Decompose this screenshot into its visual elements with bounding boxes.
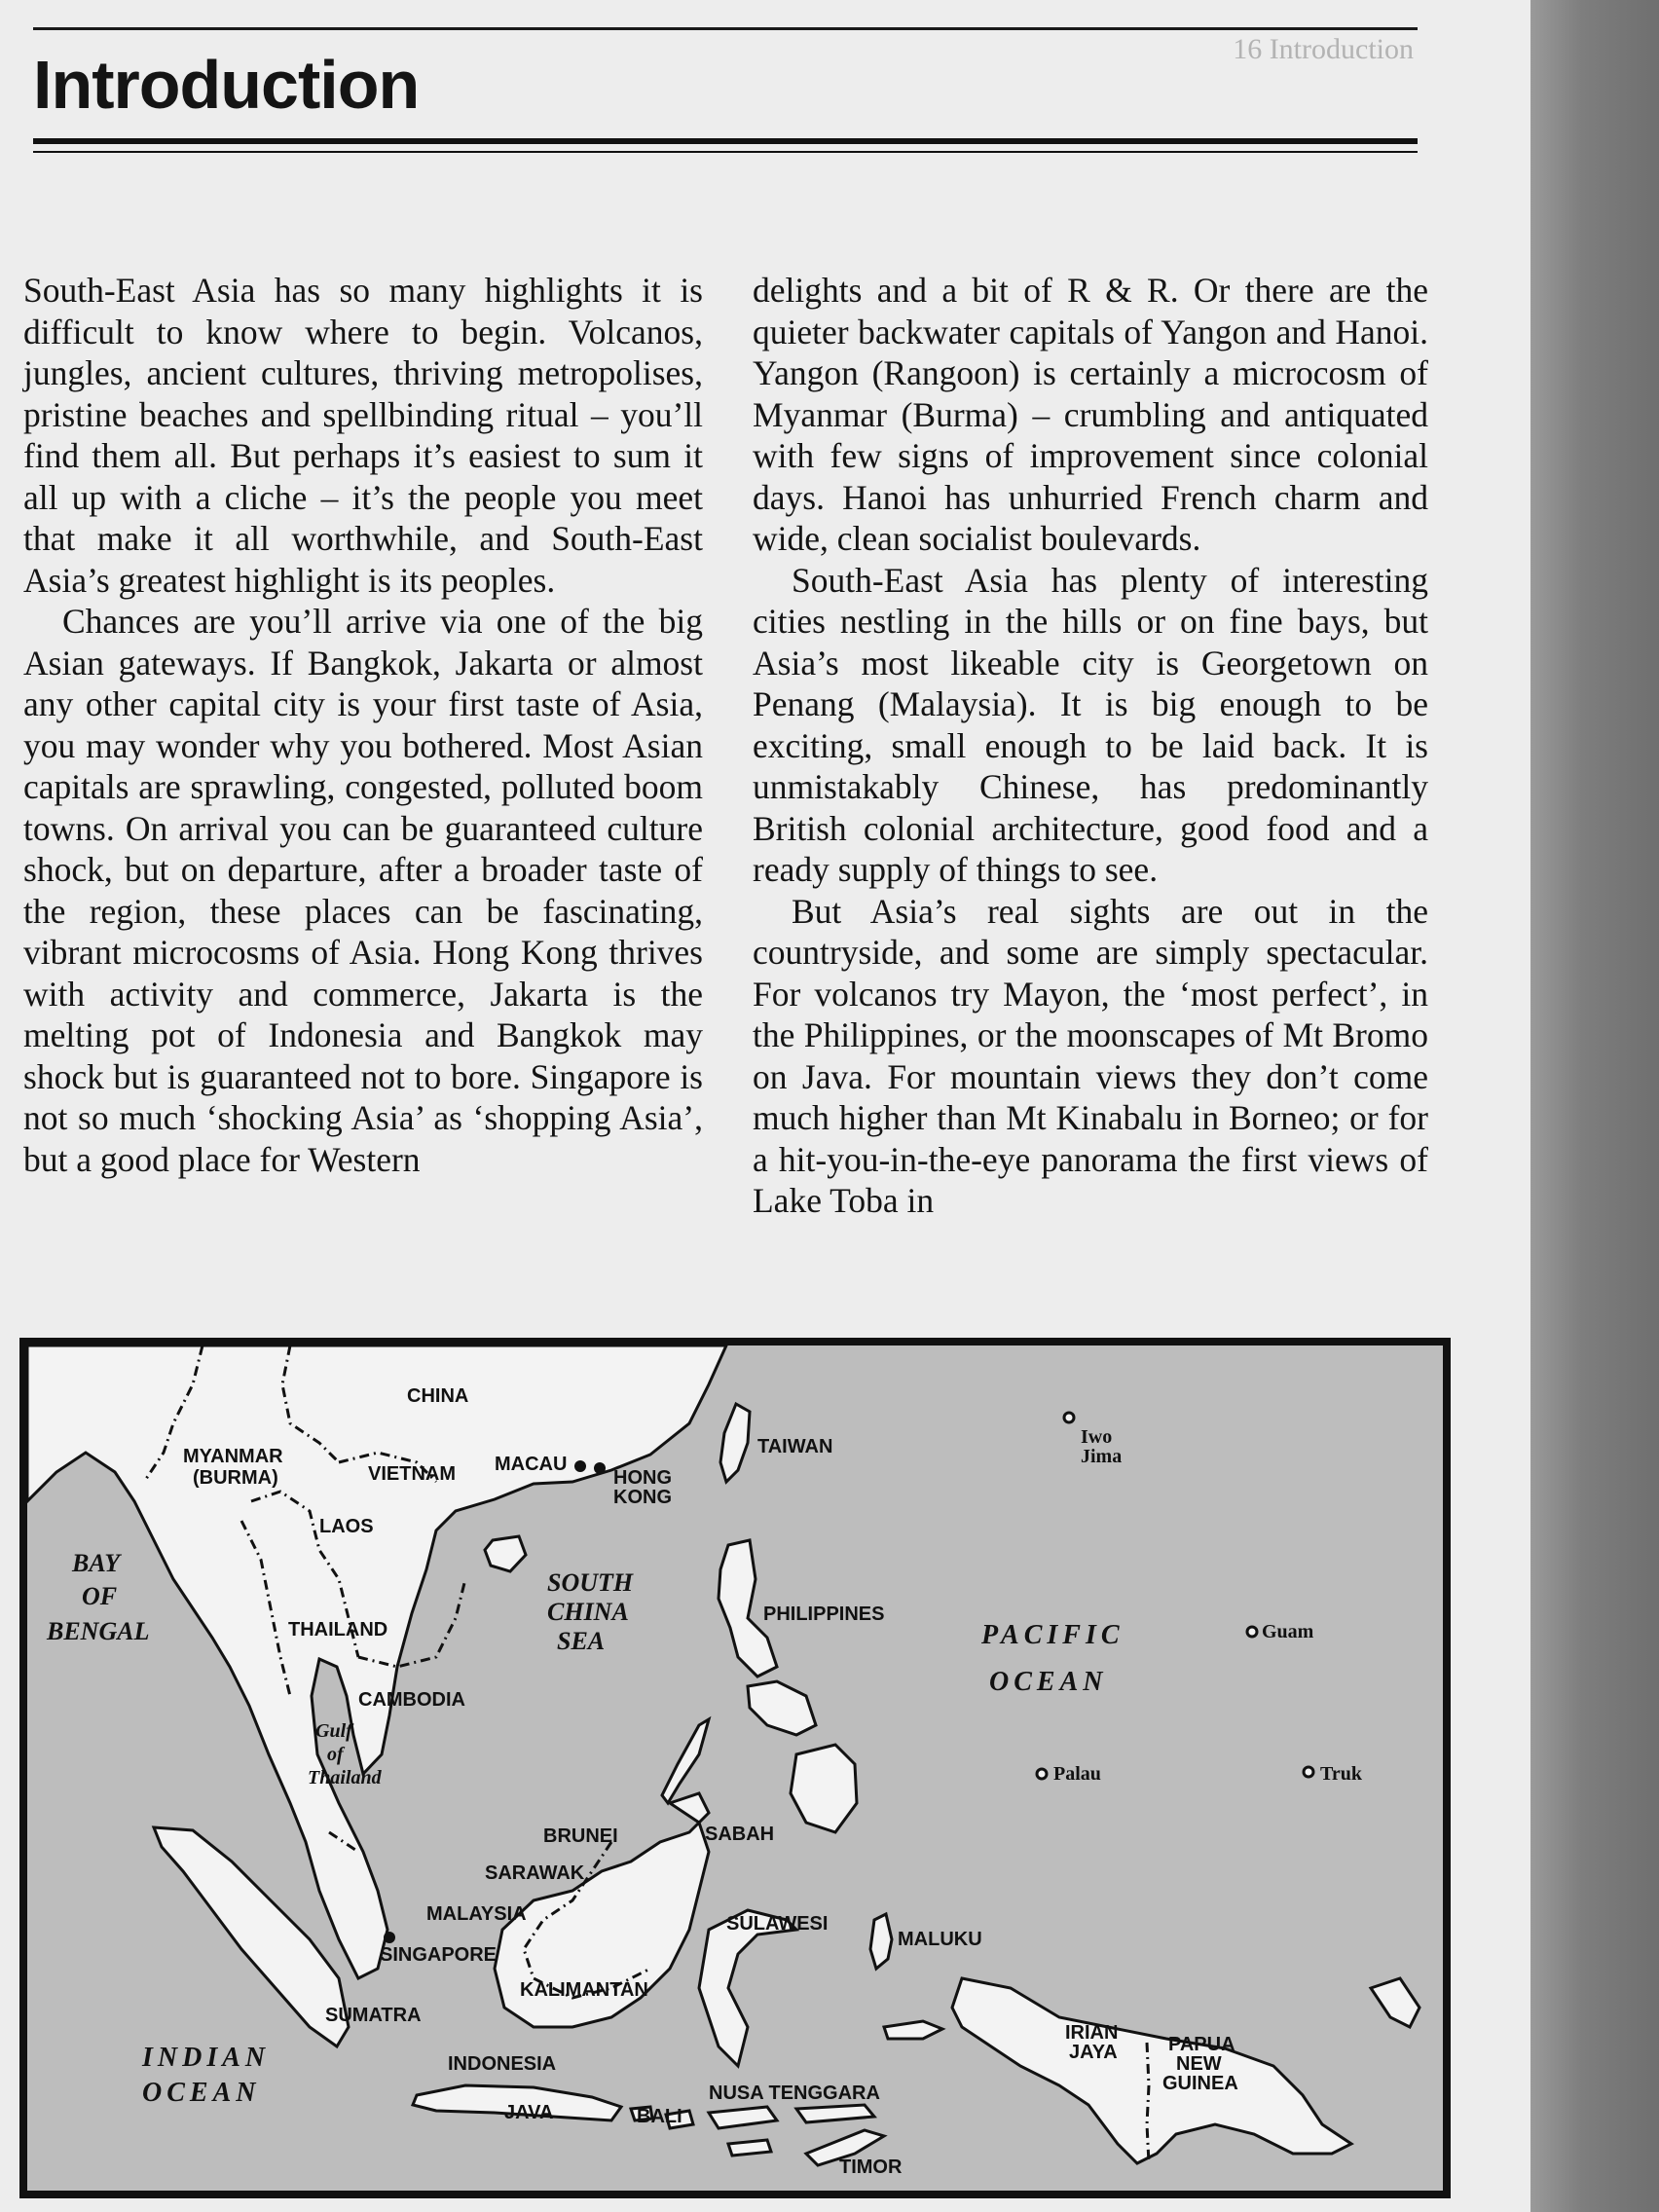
new-britain [1371,1978,1419,2027]
map-label-china-sea: CHINA [547,1598,629,1626]
sumbawa [709,2107,777,2128]
map-label-papua: PAPUA [1168,2034,1235,2055]
map-label-palau: Palau [1053,1763,1101,1785]
map-label-taiwan: TAIWAN [757,1436,833,1457]
map-label-truk: Truk [1320,1763,1362,1785]
map-label-kalimantan: KALIMANTAN [520,1979,648,2001]
map-label-maluku: MALUKU [898,1929,982,1950]
map-label-of: OF [82,1582,118,1610]
paragraph: South-East Asia has plenty of interesting cities nestling in the hills or on fine bays, but Asia’s most likeable city is Georgetown on Penang (Malaysia). It is big enough to be exciting, small enough to be laid back. It is unmistakably Chinese, has predominantly British colonial architecture, good food and a ready supply of things to see. [753,560,1428,889]
truk-dot [1304,1767,1313,1777]
map-label-nusa-tenggara: NUSA TENGGARA [709,2083,880,2104]
map-label-bay: BAY [72,1549,121,1577]
chapter-title: Introduction [33,47,420,123]
maluku-seram [884,2021,942,2039]
map-label-jaya: JAYA [1069,2042,1118,2063]
map-label-gulf-of: of [327,1744,344,1765]
map-label-hong: HONG [613,1467,672,1489]
paragraph: delights and a bit of R & R. Or there are the quieter backwater capitals of Yangon and Hanoi. Yangon (Rangoon) is certainly a microcosm of Myanmar (Burma) – crumbling and antiquated with few signs of improvement since colonial days. Hanoi has unhurried French charm and wide, clean socialist boulevards. [753,271,1428,558]
map-label-philippines: PHILIPPINES [763,1604,885,1625]
map-label-myanmar: MYANMAR [183,1446,283,1467]
palau-dot [1037,1769,1047,1779]
running-head: 16 Introduction [1233,33,1414,65]
map-label-gulf: Gulf [315,1720,352,1742]
paragraph: South-East Asia has so many highlights it is difficult to know where to begin. Volcanos, jungles, ancient cultures, thriving metropolises, pristine beaches and spellbinding ritual – you’ll find them all. But perhaps it’s easiest to sum it all up with a cliche – it’s the people you meet that make it all worthwhile, and South-East Asia’s greatest highlight is its peoples. [23,271,703,600]
hong-kong-dot [594,1462,606,1474]
map-label-cambodia: CAMBODIA [358,1689,465,1711]
title-rule-thick [33,138,1418,144]
text-column-left [23,270,703,1180]
map-label-bengal: BENGAL [47,1617,150,1645]
map-label-vietnam: VIETNAM [368,1463,456,1485]
text-column-right [753,270,1428,1222]
taiwan [720,1404,750,1482]
flores [796,2105,874,2122]
page-edge-shadow [1530,0,1659,2212]
map-label-kong: KONG [613,1487,672,1508]
map-label-sabah: SABAH [705,1824,775,1845]
new-guinea [952,1978,1351,2163]
philippines-mindanao [791,1745,857,1832]
map-label-guinea: GUINEA [1162,2073,1238,2094]
map-label-malaysia: MALAYSIA [426,1903,527,1925]
hainan [485,1536,526,1571]
map-label-guam: Guam [1262,1621,1314,1642]
map-label-java: JAVA [504,2102,554,2123]
map-label-singapore: SINGAPORE [380,1944,498,1966]
map-label-sulawesi: SULAWESI [726,1913,829,1935]
map-label-brunei: BRUNEI [543,1825,618,1847]
map-label-gulf-thailand: Thailand [308,1767,382,1788]
map-label-pacific-ocean: OCEAN [989,1667,1108,1697]
macau-dot [574,1460,586,1472]
map-label-indonesia: INDONESIA [448,2053,557,2075]
map-label-laos: LAOS [319,1516,374,1537]
south-east-asia-map [19,1338,1451,2198]
map-label-south: SOUTH [547,1568,634,1597]
map-label-timor: TIMOR [839,2157,903,2178]
map-label-sumatra: SUMATRA [325,2005,422,2026]
map-label-pacific: PACIFIC [981,1620,1124,1650]
guam-dot [1247,1627,1257,1637]
map-label-bali: BALI [637,2106,682,2127]
map-label-indian: INDIAN [142,2043,271,2073]
philippines-visayas [748,1681,816,1735]
top-rule [33,27,1418,30]
map-label-thailand: THAILAND [288,1619,388,1641]
singapore-dot [384,1932,395,1943]
maluku-halmahera [870,1914,892,1969]
map-label-irian: IRIAN [1065,2022,1119,2044]
map-label-iwo: Iwo [1081,1426,1113,1448]
map-label-burma: (BURMA) [193,1467,278,1489]
sumba [728,2140,771,2156]
paragraph: But Asia’s real sights are out in the countryside, and some are simply spectacular. For volcanos try Mayon, the ‘most perfect’, in the Philippines, or the moonscapes of Mt Bromo on Java. For mountain views they don’t come much higher than Mt Kinabalu in Borneo; or for a hit-you-in-the-eye panorama the first views of Lake Toba in [753,891,1428,1220]
map-label-sea: SEA [557,1627,606,1655]
palawan [662,1719,709,1803]
map-label-new: NEW [1176,2053,1222,2075]
map-label-jima: Jima [1081,1446,1123,1467]
map-label-china: CHINA [407,1385,469,1407]
iwo-jima-dot [1064,1413,1074,1422]
map-label-indian-ocean: OCEAN [142,2078,261,2108]
map-label-macau: MACAU [495,1454,568,1475]
map-label-sarawak: SARAWAK [485,1862,585,1884]
title-rule-thin [33,151,1418,153]
paragraph: Chances are you’ll arrive via one of the big Asian gateways. If Bangkok, Jakarta or almost any other capital city is your first taste of Asia, you may wonder why you bothered. Most Asian capitals are sprawling, congested, polluted boom towns. On arrival you can be guaranteed culture shock, but on departure, after a broader taste of the region, these places can be fascinating, vibrant microcosms of Asia. Hong Kong thrives with activity and commerce, Jakarta is the melting pot of Indonesia and Bangkok may shock but is guaranteed not to bore. Singapore is not so much ‘shocking Asia’ as ‘shopping Asia’, but a good place for Western [23,602,703,1179]
